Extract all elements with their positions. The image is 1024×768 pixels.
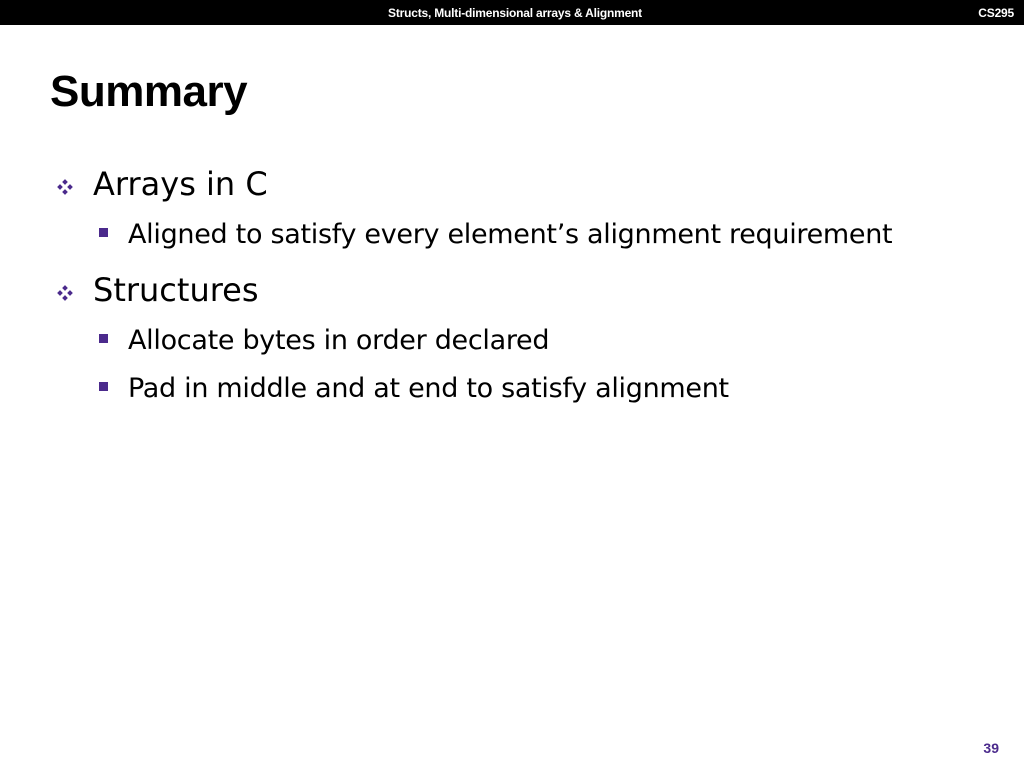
list-item-level2: Aligned to satisfy every element’s alignment requirement — [128, 219, 893, 250]
square-bullet-icon — [99, 382, 108, 391]
diamond-bullet-icon — [56, 178, 74, 196]
course-label: CS295 — [978, 6, 1014, 20]
deck-title: Structs, Multi-dimensional arrays & Alignment — [388, 6, 642, 20]
list-item-level1: Structures — [93, 271, 259, 309]
square-bullet-icon — [99, 228, 108, 237]
list-item-level1: Arrays in C — [93, 165, 268, 203]
square-bullet-icon — [99, 334, 108, 343]
list-item-level2: Pad in middle and at end to satisfy alignment — [128, 373, 729, 404]
diamond-bullet-icon — [56, 284, 74, 302]
list-item-level2: Allocate bytes in order declared — [128, 325, 550, 356]
slide-title: Summary — [50, 67, 248, 116]
page-number: 39 — [983, 740, 999, 756]
